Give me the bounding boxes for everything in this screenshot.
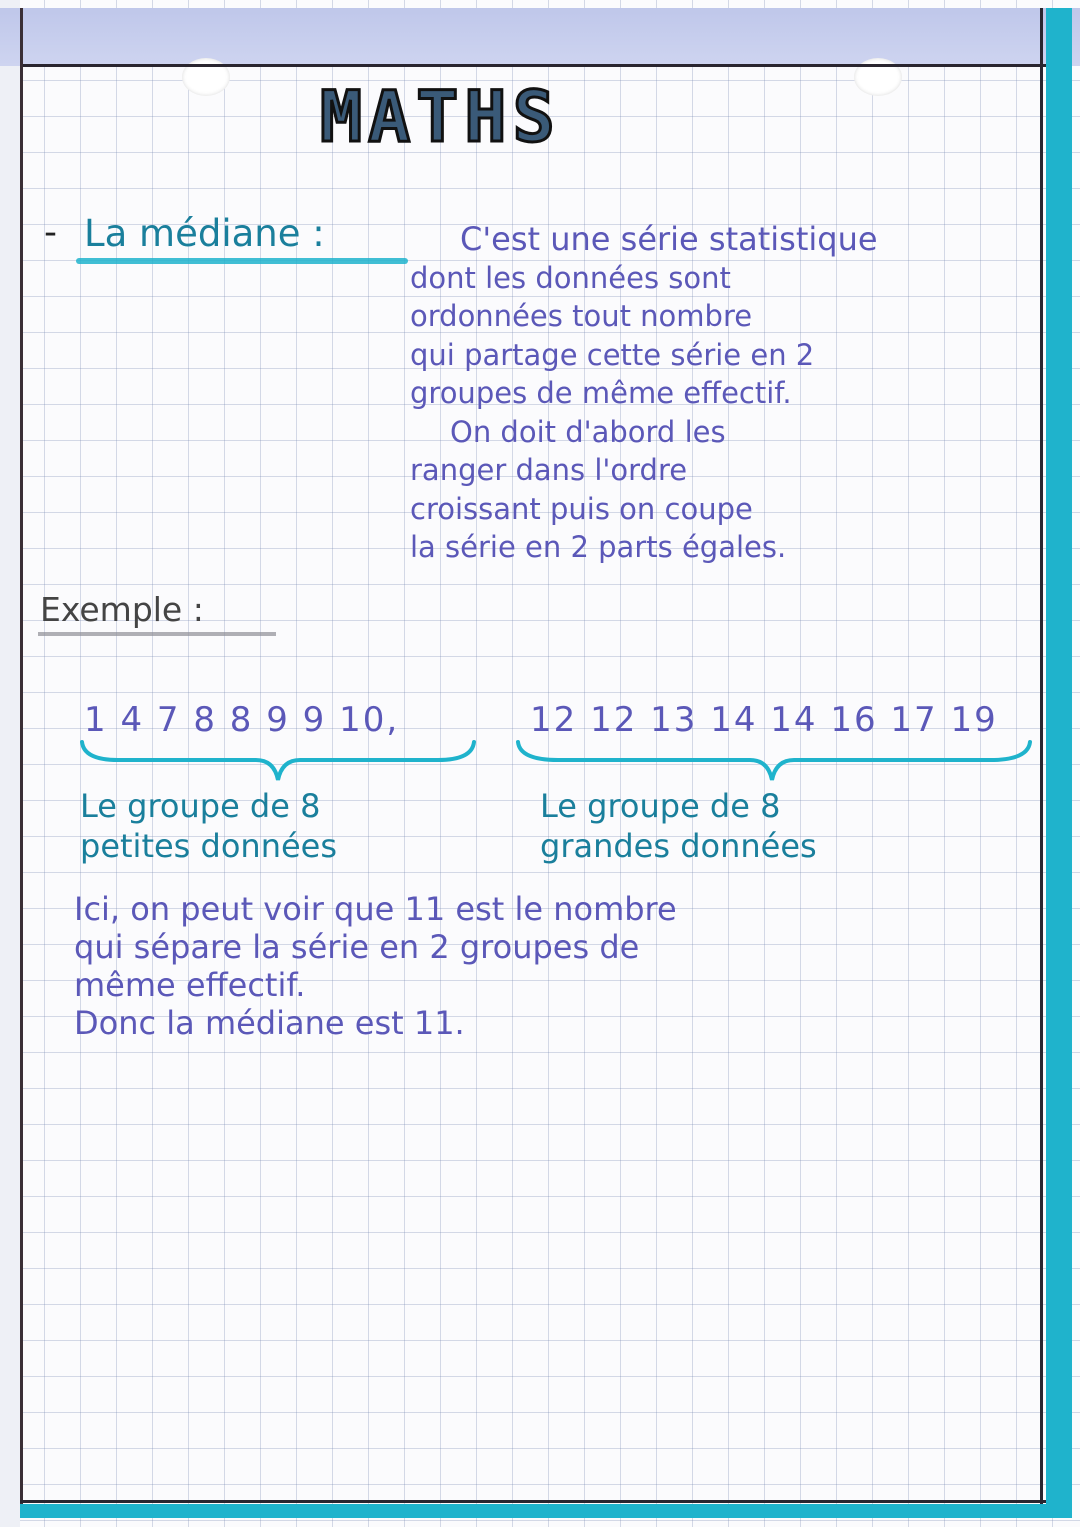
brace-right-icon	[514, 738, 1034, 786]
frame-line-right	[1040, 8, 1043, 1518]
definition-line: la série en 2 parts égales.	[410, 530, 787, 564]
definition-line: qui partage cette série en 2	[410, 337, 815, 372]
definition-line: C'est une série statistique	[460, 220, 878, 258]
page-title: MATHS	[320, 76, 561, 158]
conclusion-line: qui sépare la série en 2 groupes de	[74, 928, 640, 966]
conclusion-line: même effectif.	[74, 966, 306, 1004]
frame-line-left	[20, 8, 23, 1518]
bullet-dash: -	[44, 212, 57, 253]
page-left-margin	[0, 0, 20, 1527]
group-label-line: Le groupe de 8	[80, 787, 321, 825]
definition-text	[410, 220, 1030, 567]
frame-line-bottom	[20, 1500, 1070, 1503]
term-underline	[76, 258, 408, 264]
accent-border-bottom	[20, 1504, 1072, 1518]
definition-line: groupes de même effectif.	[410, 376, 792, 410]
group-label-line: petites données	[80, 827, 338, 865]
example-label: Exemple :	[40, 590, 204, 629]
group-label-small	[80, 786, 337, 866]
header-band	[0, 8, 1080, 66]
definition-line: ranger dans l'ordre	[410, 453, 688, 487]
series-upper-half: 12 12 13 14 14 16 17 19	[530, 700, 998, 740]
definition-line: dont les données sont	[410, 260, 731, 295]
definition-line: ordonnées tout nombre	[410, 299, 753, 333]
definition-term: La médiane :	[84, 212, 325, 255]
accent-border-right	[1046, 8, 1072, 1518]
conclusion-line: Donc la médiane est 11.	[74, 1004, 465, 1042]
group-label-large	[540, 786, 817, 866]
brace-left-icon	[78, 738, 478, 786]
group-label-line: grandes données	[540, 827, 817, 865]
definition-line: On doit d'abord les	[450, 414, 726, 449]
frame-line-top	[20, 64, 1070, 67]
series-lower-half: 1 4 7 8 8 9 9 10,	[84, 700, 400, 740]
example-underline	[38, 632, 276, 636]
conclusion-line: Ici, on peut voir que 11 est le nombre	[74, 890, 677, 928]
conclusion-text	[74, 890, 1034, 1042]
definition-line: croissant puis on coupe	[410, 491, 753, 526]
group-label-line: Le groupe de 8	[540, 787, 781, 825]
